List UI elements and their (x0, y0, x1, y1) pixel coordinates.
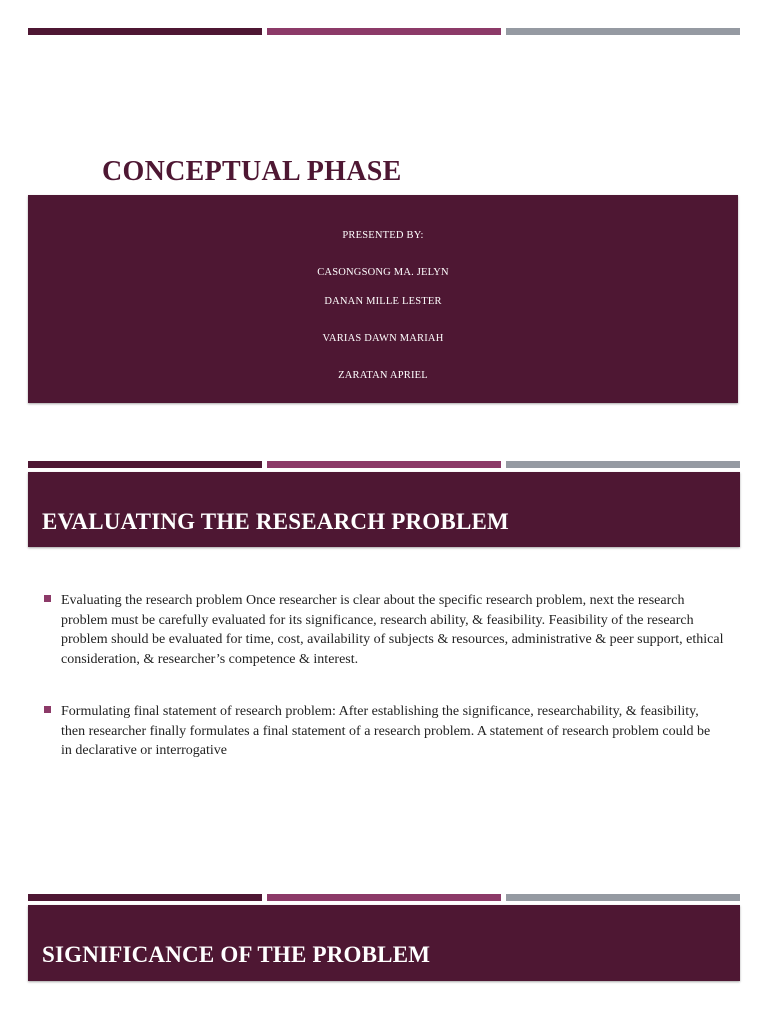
slide1-accent-stripes (28, 28, 740, 35)
slide1-title: CONCEPTUAL PHASE (102, 156, 402, 187)
stripe-dark (28, 461, 262, 468)
slide3-title-band (28, 905, 740, 981)
bullet-text: Evaluating the research problem Once researcher is clear about the specific research problem, next the research problem must be carefully evaluated for its significance, research ability, & feasibility. Feasibility of the research problem should be evaluated for time, cost, availability of subjects & resources, administrative & peer support, ethical consideration, & researcher’s competence & interest. (61, 593, 724, 667)
bullet-square-icon (44, 595, 51, 602)
slide3-accent-stripes (28, 894, 740, 901)
presenter-name: VARIAS DAWN MARIAH (322, 333, 444, 344)
presented-by-label: PRESENTED BY: (342, 230, 424, 241)
bullet-text: Formulating final statement of research problem: After establishing the significance, researchability, & feasibility, then researcher finally formulates a final statement of a research problem. A statement of research problem could be in declarative or interrogative (61, 704, 711, 758)
presenter-name: CASONGSONG MA. JELYN (317, 267, 449, 278)
stripe-magenta (267, 28, 501, 35)
bullet-item (44, 591, 724, 669)
bullet-item (44, 702, 724, 761)
slide2-title: EVALUATING THE RESEARCH PROBLEM (42, 509, 509, 534)
stripe-magenta (267, 894, 501, 901)
stripe-gray (506, 461, 740, 468)
stripe-magenta (267, 461, 501, 468)
slide2-accent-stripes (28, 461, 740, 468)
slide3-title: SIGNIFICANCE OF THE PROBLEM (42, 942, 431, 967)
stripe-dark (28, 28, 262, 35)
presenter-name: ZARATAN APRIEL (338, 370, 428, 381)
slide2-title-band (28, 472, 740, 547)
presenter-name: DANAN MILLE LESTER (324, 296, 442, 307)
bullet-square-icon (44, 706, 51, 713)
presenter-box (28, 195, 738, 403)
stripe-gray (506, 28, 740, 35)
stripe-dark (28, 894, 262, 901)
stripe-gray (506, 894, 740, 901)
